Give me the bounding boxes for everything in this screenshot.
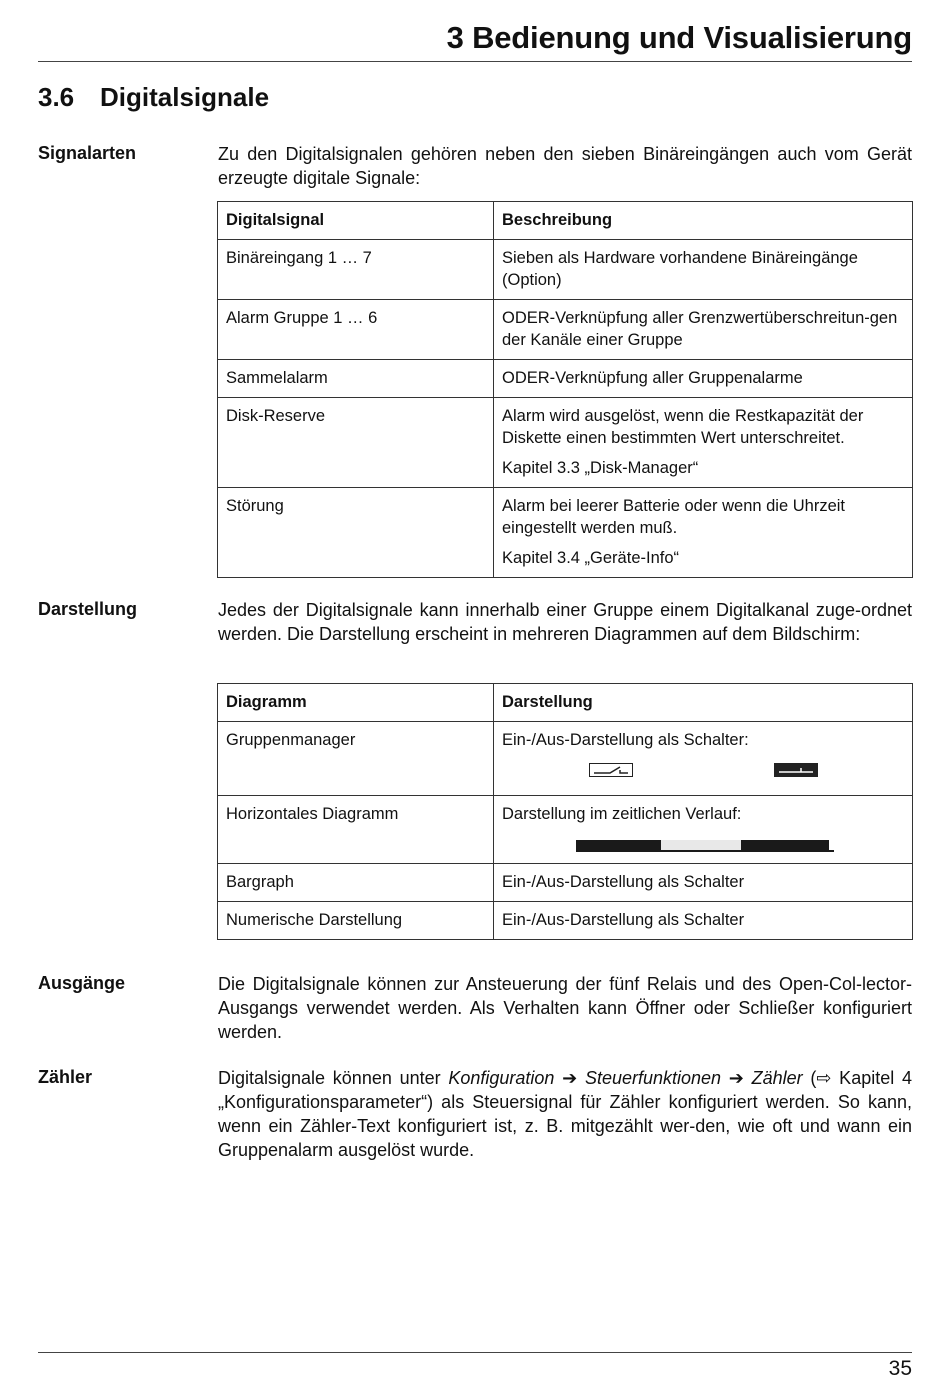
- display-cell: Ein-/Aus-Darstellung als Schalter: [494, 902, 913, 940]
- digital-signals-table: [217, 201, 913, 578]
- column-header: Diagramm: [218, 684, 494, 722]
- timeline-row: [502, 825, 904, 855]
- display-text: Ein-/Aus-Darstellung als Schalter:: [502, 731, 749, 749]
- signal-cell: Alarm Gruppe 1 … 6: [218, 300, 494, 360]
- signal-cell: Sammelalarm: [218, 360, 494, 398]
- label-darstellung: Darstellung: [38, 599, 138, 619]
- timeline-baseline: [576, 850, 834, 852]
- chapter-reference: Kapitel 3.4 „Geräte-Info“: [502, 549, 680, 567]
- table-row: [218, 360, 913, 398]
- table-row: [218, 398, 913, 488]
- zaehler-text-after: (⇨ Kapitel 4 „Konfigurationsparameter“) als Steuersignal für Zähler konfiguriert werden. So kann, wenn ein Zähler-Text konfiguriert ist, z. B. mitgezählt wer-den, wie oft und wann ein Gruppenalarm ausgelöst wurde.: [218, 1068, 912, 1160]
- signal-cell: Binäreingang 1 … 7: [218, 240, 494, 300]
- display-text: Darstellung im zeitlichen Verlauf:: [502, 805, 742, 823]
- ausgaenge-text: Die Digitalsignale können zur Ansteuerung der fünf Relais und des Open-Col-lector-Ausgangs verwendet werden. Als Verhalten kann Öffner oder Schließer konfiguriert werden.: [218, 974, 912, 1042]
- description-cell: ODER-Verknüpfung aller Grenzwertüberschreitun-gen der Kanäle einer Gruppe: [494, 300, 913, 360]
- page-number: 35: [888, 1357, 912, 1380]
- table-row: [218, 240, 913, 300]
- table-row: [218, 864, 913, 902]
- label-ausgaenge: Ausgänge: [38, 973, 126, 993]
- display-cell: [494, 796, 913, 864]
- switch-on-icon: [774, 763, 818, 777]
- table-row: [218, 902, 913, 940]
- description-cell: [494, 398, 913, 488]
- label-signalarten: Signalarten: [38, 143, 137, 163]
- zaehler-text: [218, 1066, 912, 1162]
- timeline-on-segment: [741, 840, 829, 850]
- section-name: Digitalsignale: [100, 82, 270, 112]
- description-cell: [494, 488, 913, 578]
- display-table: [217, 683, 913, 940]
- signalarten-intro: Zu den Digitalsignalen gehören neben den sieben Binäreingängen auch vom Gerät erzeugte digitale Signale:: [218, 144, 912, 188]
- diagram-cell: Numerische Darstellung: [218, 902, 494, 940]
- diagram-cell: Horizontales Diagramm: [218, 796, 494, 864]
- timeline-off-segment: [661, 840, 741, 850]
- column-header: Digitalsignal: [218, 202, 494, 240]
- description-cell: Sieben als Hardware vorhandene Binäreingänge (Option): [494, 240, 913, 300]
- chapter-title: 3 Bedienung und Visualisierung: [446, 20, 912, 55]
- timeline-bar: [576, 840, 834, 853]
- table-row: [218, 722, 913, 796]
- header-rule: [38, 61, 912, 62]
- table-header-row: [218, 684, 913, 722]
- display-cell: Ein-/Aus-Darstellung als Schalter: [494, 864, 913, 902]
- signal-cell: Disk-Reserve: [218, 398, 494, 488]
- footer-rule: [38, 1352, 912, 1353]
- table-row: [218, 488, 913, 578]
- diagram-cell: Gruppenmanager: [218, 722, 494, 796]
- switch-off-icon: [589, 763, 633, 777]
- signal-cell: Störung: [218, 488, 494, 578]
- description-text: Alarm wird ausgelöst, wenn die Restkapazität der Diskette einen bestimmten Wert unterschreitet.: [502, 407, 864, 447]
- section-number: 3.6: [38, 82, 75, 112]
- diagram-cell: Bargraph: [218, 864, 494, 902]
- timeline-on-segment: [576, 840, 661, 850]
- switch-symbols: [502, 751, 904, 787]
- table-row: [218, 300, 913, 360]
- darstellung-intro: Jedes der Digitalsignale kann innerhalb einer Gruppe einem Digitalkanal zuge-ordnet werden. Die Darstellung erscheint in mehreren Diagrammen auf dem Bildschirm:: [218, 600, 912, 644]
- description-text: Alarm bei leerer Batterie oder wenn die Uhrzeit eingestellt werden muß.: [502, 497, 845, 537]
- table-header-row: [218, 202, 913, 240]
- table-row: [218, 796, 913, 864]
- chapter-reference: Kapitel 3.3 „Disk-Manager“: [502, 459, 699, 477]
- label-zaehler: Zähler: [38, 1067, 93, 1087]
- zaehler-text-before: Digitalsignale können unter: [218, 1068, 449, 1088]
- description-cell: ODER-Verknüpfung aller Gruppenalarme: [494, 360, 913, 398]
- section-title: [38, 82, 269, 113]
- column-header: Beschreibung: [494, 202, 913, 240]
- menu-path: Konfiguration ➔ Steuerfunktionen ➔ Zähler: [448, 1068, 803, 1088]
- column-header: Darstellung: [494, 684, 913, 722]
- display-cell: [494, 722, 913, 796]
